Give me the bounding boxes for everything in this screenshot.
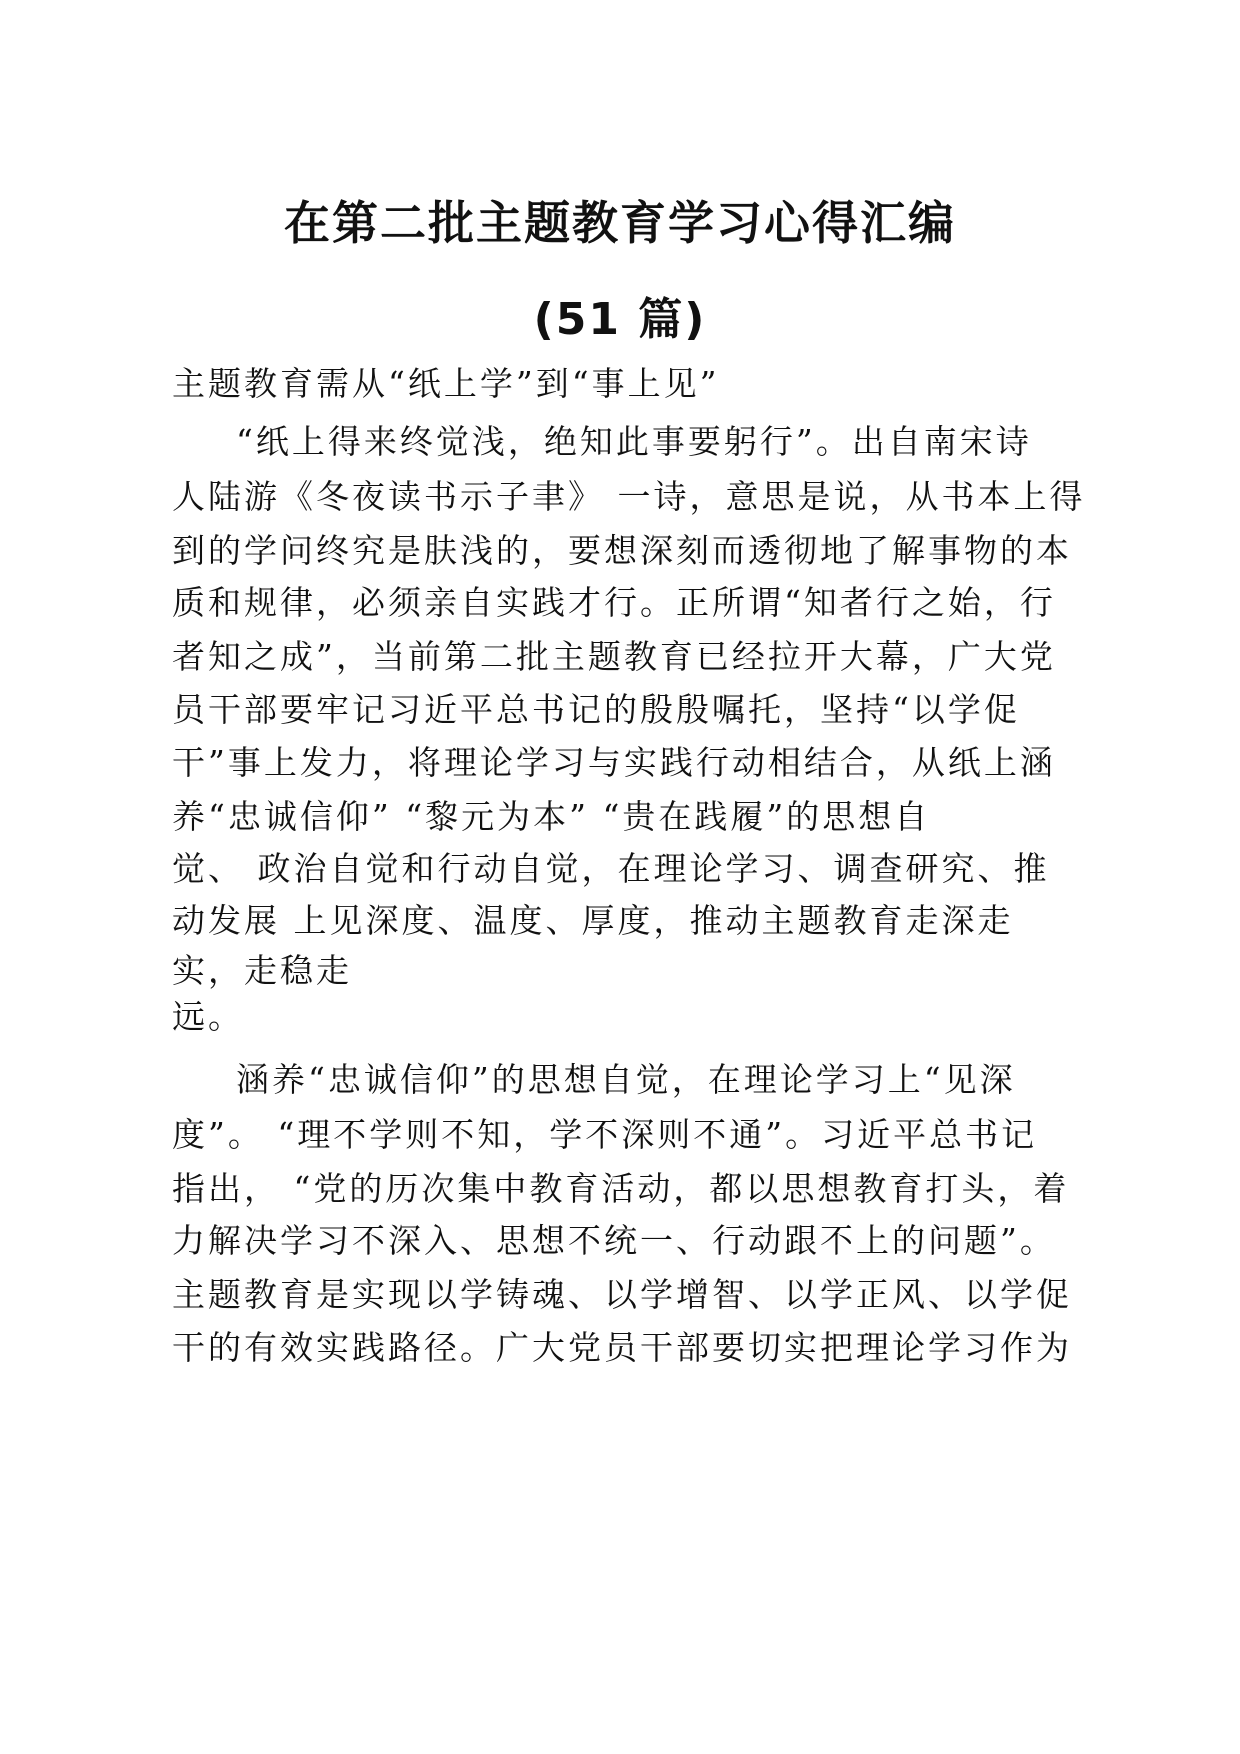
- paragraph-line: 力解决学习不深入、思想不统一、行动跟不上的问题”。: [172, 1221, 1056, 1260]
- document-count: (51 篇): [533, 294, 707, 345]
- paragraph-line: 养“忠诚信仰” “黎元为本” “贵在践履”的思想自: [172, 797, 931, 836]
- paragraph-line: 主题教育是实现以学铸魂、以学增智、以学正风、以学促: [172, 1275, 1072, 1314]
- paragraph-line: 远。: [172, 997, 244, 1036]
- paragraph-line: 人陆游《冬夜读书示子聿》 一诗，意思是说，从书本上得: [172, 477, 1086, 516]
- paragraph-line: 实，走稳走: [172, 951, 352, 990]
- paragraph-line: 指出， “党的历次集中教育活动，都以思想教育打头，着: [172, 1169, 1070, 1208]
- document-title: 在第二批主题教育学习心得汇编: [284, 196, 956, 250]
- paragraph-line: 员干部要牢记习近平总书记的殷殷嘱托，坚持“以学促: [172, 690, 1020, 729]
- paragraph-line: 动发展 上见深度、温度、厚度，推动主题教育走深走: [172, 901, 1014, 940]
- paragraph-line: 涵养“忠诚信仰”的思想自觉，在理论学习上“见深: [236, 1060, 1016, 1099]
- paragraph-line: 者知之成”，当前第二批主题教育已经拉开大幕，广大党: [172, 637, 1056, 676]
- paragraph-line: 干的有效实践路径。广大党员干部要切实把理论学习作为: [172, 1328, 1072, 1367]
- section-heading: 主题教育需从“纸上学”到“事上见”: [172, 364, 720, 403]
- paragraph-line: 度”。 “理不学则不知，学不深则不通”。习近平总书记: [172, 1115, 1038, 1154]
- paragraph-line: “纸上得来终觉浅，绝知此事要躬行”。出自南宋诗: [236, 422, 1032, 461]
- paragraph-line: 干”事上发力，将理论学习与实践行动相结合，从纸上涵: [172, 743, 1056, 782]
- paragraph-line: 质和规律，必须亲自实践才行。正所谓“知者行之始，行: [172, 583, 1056, 622]
- paragraph-line: 觉、 政治自觉和行动自觉，在理论学习、调查研究、推: [172, 849, 1050, 888]
- paragraph-line: 到的学问终究是肤浅的，要想深刻而透彻地了解事物的本: [172, 531, 1072, 570]
